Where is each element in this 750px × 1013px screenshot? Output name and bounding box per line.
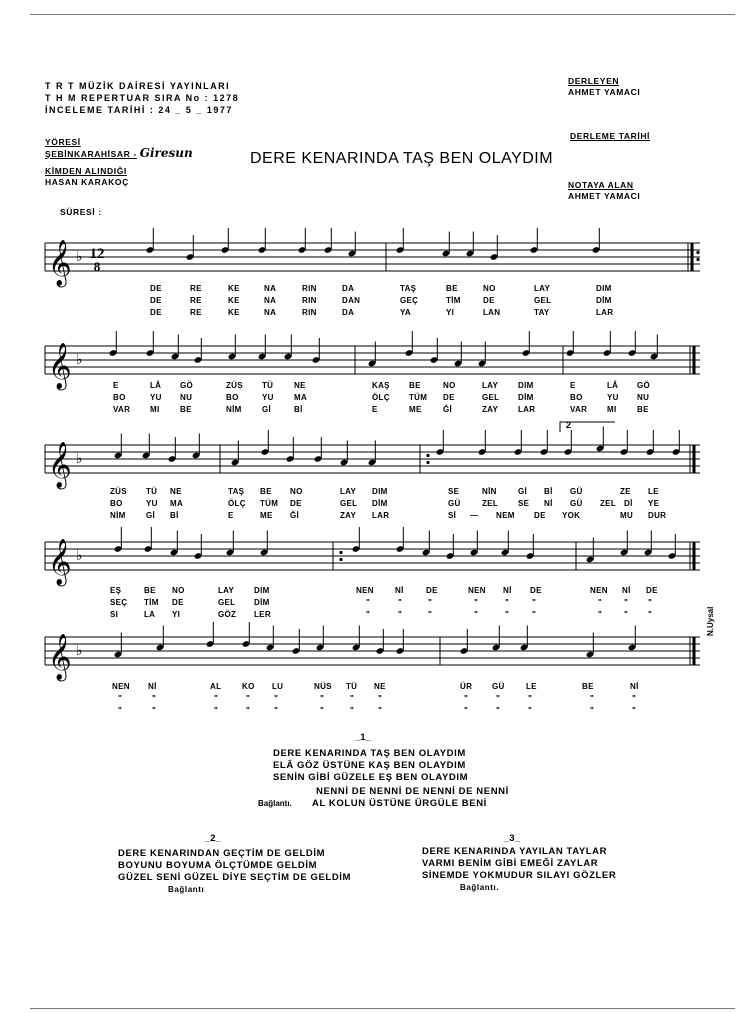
- lyric-syllable: ": [528, 694, 533, 703]
- lyric-syllable: TAY: [534, 308, 550, 317]
- verse-1: [273, 748, 468, 784]
- lyric-syllable: DİM: [596, 296, 612, 305]
- lyric-syllable: YU: [607, 393, 619, 402]
- treble-clef: 𝄞: [48, 343, 72, 389]
- lyric-syllable: RE: [190, 296, 202, 305]
- lyric-syllable: ": [398, 610, 403, 619]
- lyric-syllable: DE: [426, 586, 438, 595]
- notaya-alan-label: NOTAYA ALAN: [568, 180, 634, 190]
- publication-line: T R T MÜZİK DAİRESİ YAYINLARI: [45, 81, 231, 91]
- lyric-syllable: BE: [446, 284, 458, 293]
- lyric-syllable: DE: [150, 296, 162, 305]
- lyric-syllable: MA: [170, 499, 184, 508]
- lyric-syllable: SEÇ: [110, 598, 128, 607]
- lyric-syllable: ": [366, 598, 371, 607]
- lyric-syllable: NA: [264, 284, 277, 293]
- suresi-label: SÜRESİ :: [60, 207, 102, 217]
- lyric-syllable: GEL: [218, 598, 236, 607]
- lyric-syllable: ": [590, 706, 595, 715]
- lyric-syllable: ": [152, 694, 157, 703]
- lyric-syllable: LAR: [372, 511, 390, 520]
- lyric-syllable: ": [366, 610, 371, 619]
- lyric-syllable: GÜ: [570, 499, 583, 508]
- lyric-syllable: YI: [172, 610, 181, 619]
- lyric-syllable: GEL: [482, 393, 500, 402]
- lyric-syllable: DIM: [372, 487, 388, 496]
- lyric-syllable: E: [372, 405, 378, 414]
- lyric-syllable: ": [214, 694, 219, 703]
- lyric-syllable: TÜ: [346, 682, 358, 691]
- lyric-syllable: ": [598, 610, 603, 619]
- lyric-syllable: DA: [342, 308, 355, 317]
- derleme-tarihi-label: DERLEME TARİHİ: [570, 131, 651, 141]
- lyric-syllable: BO: [226, 393, 239, 402]
- refrain-label: Bağlantı.: [460, 883, 500, 892]
- lyric-syllable: YE: [648, 499, 660, 508]
- lyric-syllable: NA: [264, 308, 277, 317]
- lyric-syllable: SE: [518, 499, 530, 508]
- lyric-syllable: ": [528, 706, 533, 715]
- lyric-syllable: Ğİ: [290, 511, 300, 520]
- lyric-syllable: SE: [448, 487, 460, 496]
- lyric-syllable: NO: [483, 284, 496, 293]
- lyric-syllable: NÜS: [314, 682, 332, 691]
- lyric-syllable: YA: [400, 308, 411, 317]
- treble-clef: 𝄞: [48, 634, 72, 680]
- lyric-syllable: ME: [260, 511, 273, 520]
- lyric-syllable: SI: [110, 610, 119, 619]
- lyric-syllable: VAR: [113, 405, 131, 414]
- lyric-syllable: DE: [290, 499, 302, 508]
- lyric-syllable: ": [350, 706, 355, 715]
- verse-1-refrain-label: Bağlantı.: [258, 799, 292, 808]
- repertoire-number: T H M REPERTUAR SIRA No : 1278: [45, 93, 240, 103]
- lyric-syllable: NU: [180, 393, 193, 402]
- lyric-syllable: Gİ: [146, 511, 156, 520]
- lyric-syllable: LE: [648, 487, 659, 496]
- lyric-syllable: DE: [150, 284, 162, 293]
- lyric-syllable: RE: [190, 284, 202, 293]
- treble-clef: 𝄞: [48, 539, 72, 585]
- lyric-syllable: Gİ: [262, 405, 272, 414]
- lyric-syllable: KE: [228, 296, 240, 305]
- lyric-syllable: TÜ: [262, 381, 274, 390]
- lyric-syllable: Ğİ: [443, 405, 453, 414]
- time-signature-top: 12: [89, 246, 105, 262]
- repeat-dot: [426, 454, 429, 457]
- lyric-syllable: ZAY: [340, 511, 357, 520]
- lyric-syllable: TİM: [446, 296, 461, 305]
- lyric-syllable: ZEL: [482, 499, 499, 508]
- lyric-syllable: LAR: [518, 405, 536, 414]
- lyric-syllable: ": [598, 598, 603, 607]
- time-signature-bottom: 8: [93, 259, 101, 274]
- bottom-border: [30, 1008, 735, 1009]
- lyric-syllable: ZE: [620, 487, 631, 496]
- lyric-syllable: ": [428, 598, 433, 607]
- lyric-syllable: E: [113, 381, 119, 390]
- lyric-syllable: KE: [228, 284, 240, 293]
- lyric-syllable: GÜ: [492, 682, 505, 691]
- refrain-label: Bağlantı: [168, 885, 205, 894]
- lyric-syllable: ": [464, 694, 469, 703]
- lyric-syllable: ": [505, 598, 510, 607]
- lyric-syllable: ME: [409, 405, 422, 414]
- lyric-syllable: Bİ: [170, 511, 179, 520]
- lyric-syllable: ": [590, 694, 595, 703]
- arranger-signature: N.Uysal: [706, 606, 715, 636]
- lyric-syllable: NEN: [112, 682, 130, 691]
- lyric-syllable: MA: [294, 393, 308, 402]
- lyric-syllable: KE: [228, 308, 240, 317]
- lyric-syllable: NİN: [482, 487, 497, 496]
- verse-line: SİNEMDE YOKMUDUR SILAYI GÖZLER: [422, 870, 617, 881]
- lyric-syllable: ": [274, 694, 279, 703]
- lyric-syllable: MI: [150, 405, 160, 414]
- lyric-syllable: LAY: [218, 586, 235, 595]
- verse-3-number: _3_: [504, 833, 520, 844]
- lyric-syllable: DA: [342, 284, 355, 293]
- lyric-syllable: GÜ: [448, 499, 461, 508]
- lyric-syllable: DIM: [254, 586, 270, 595]
- lyric-syllable: LAY: [340, 487, 357, 496]
- lyric-syllable: GÖ: [180, 381, 194, 390]
- flat-sign: ♭: [76, 249, 83, 265]
- lyric-syllable: ": [350, 694, 355, 703]
- lyric-syllable: DE: [534, 511, 546, 520]
- lyric-syllable: DE: [150, 308, 162, 317]
- lyric-syllable: TÜM: [260, 499, 279, 508]
- lyric-syllable: LU: [272, 682, 284, 691]
- lyric-syllable: BO: [570, 393, 583, 402]
- lyric-syllable: TÜM: [409, 393, 428, 402]
- lyric-syllable: ": [648, 610, 653, 619]
- lyric-syllable: Nİ: [544, 499, 553, 508]
- lyric-syllable: ": [398, 598, 403, 607]
- lyric-syllable: NEN: [590, 586, 608, 595]
- lyric-syllable: GEÇ: [400, 296, 419, 305]
- verse-line: SENİN GİBİ GÜZELE EŞ BEN OLAYDIM: [273, 772, 469, 783]
- verse-1-number: _1_: [355, 732, 371, 743]
- flat-sign: ♭: [76, 451, 83, 467]
- lyric-syllable: NE: [294, 381, 306, 390]
- flat-sign: ♭: [76, 643, 83, 659]
- lyric-syllable: TİM: [144, 598, 159, 607]
- lyric-syllable: GÖZ: [218, 610, 237, 619]
- lyric-syllable: BO: [110, 499, 123, 508]
- lyric-syllable: ": [246, 706, 251, 715]
- lyric-syllable: ": [632, 706, 637, 715]
- flat-sign: ♭: [76, 352, 83, 368]
- lyric-syllable: ÖLÇ: [372, 393, 390, 402]
- lyric-syllable: ZAY: [482, 405, 499, 414]
- lyric-syllable: NEN: [356, 586, 374, 595]
- song-title: DERE KENARINDA TAŞ BEN OLAYDIM: [250, 150, 554, 167]
- verse-2-number: _2_: [205, 833, 221, 844]
- lyric-syllable: ZÜS: [226, 381, 243, 390]
- lyric-syllable: Sİ: [448, 511, 457, 520]
- repeat-dot: [696, 251, 699, 254]
- flat-sign: ♭: [76, 548, 83, 564]
- lyric-syllable: ": [648, 598, 653, 607]
- verse-line: DERE KENARINDA YAYILAN TAYLAR: [422, 846, 608, 857]
- lyric-syllable: DIM: [596, 284, 612, 293]
- lyric-syllable: LÂ: [150, 381, 162, 390]
- lyric-syllable: LAR: [596, 308, 614, 317]
- lyric-syllable: ": [496, 706, 501, 715]
- lyric-syllable: Nİ: [395, 586, 404, 595]
- lyric-syllable: YU: [150, 393, 162, 402]
- lyric-syllable: DE: [646, 586, 658, 595]
- lyric-syllable: YU: [262, 393, 274, 402]
- lyric-syllable: ZÜS: [110, 487, 127, 496]
- lyric-syllable: MU: [620, 511, 634, 520]
- lyric-syllable: DE: [530, 586, 542, 595]
- verse-line: ELÂ GÖZ ÜSTÜNE KAŞ BEN OLAYDIM: [273, 760, 466, 771]
- lyric-syllable: DİM: [254, 598, 270, 607]
- verse-line: GÜZEL SENİ GÜZEL DİYE SEÇTİM DE GELDİM: [118, 872, 352, 883]
- lyric-syllable: ": [214, 706, 219, 715]
- yoresi-label: YÖRESİ: [45, 137, 81, 147]
- refrain-line: NENNİ DE NENNİ DE NENNİ DE NENNİ: [316, 786, 509, 797]
- lyric-syllable: ": [274, 706, 279, 715]
- lyric-syllable: RIN: [302, 296, 317, 305]
- lyric-syllable: NİM: [110, 511, 126, 520]
- lyric-syllable: GÜ: [570, 487, 583, 496]
- lyric-syllable: ": [505, 610, 510, 619]
- lyric-syllable: ": [496, 694, 501, 703]
- verse-1-refrain: [312, 786, 509, 810]
- lyric-syllable: ": [428, 610, 433, 619]
- lyric-syllable: DE: [172, 598, 184, 607]
- repeat-dot: [696, 258, 699, 261]
- lyric-syllable: NE: [170, 487, 182, 496]
- lyric-syllable: ": [246, 694, 251, 703]
- lyric-syllable: RE: [190, 308, 202, 317]
- lyric-syllable: Dİ: [624, 499, 633, 508]
- lyric-syllable: TAŞ: [228, 487, 245, 496]
- lyric-syllable: BE: [409, 381, 421, 390]
- lyric-syllable: VAR: [570, 405, 588, 414]
- lyric-syllable: NE: [374, 682, 386, 691]
- lyric-syllable: DE: [483, 296, 495, 305]
- lyric-syllable: GEL: [340, 499, 358, 508]
- lyric-syllable: RIN: [302, 308, 317, 317]
- lyric-syllable: DİM: [372, 499, 388, 508]
- lyric-syllable: GEL: [534, 296, 552, 305]
- derleyen-label: DERLEYEN: [568, 76, 620, 86]
- lyric-syllable: YU: [146, 499, 158, 508]
- lyric-syllable: ": [532, 598, 537, 607]
- lyric-syllable: Gİ: [518, 487, 528, 496]
- repeat-dot: [426, 461, 429, 464]
- lyric-syllable: AL: [210, 682, 222, 691]
- lyric-syllable: LAY: [482, 381, 499, 390]
- lyric-syllable: NU: [637, 393, 650, 402]
- lyric-syllable: BE: [260, 487, 272, 496]
- verse-2: [118, 848, 351, 896]
- notaya-alan-value: AHMET YAMACI: [568, 191, 641, 201]
- kimden-value: HASAN KARAKOÇ: [45, 176, 129, 187]
- lyric-syllable: ": [474, 598, 479, 607]
- lyric-syllable: LÂ: [607, 381, 619, 390]
- lyric-syllable: Nİ: [622, 586, 631, 595]
- lyric-syllable: ÜR: [460, 682, 473, 691]
- lyric-syllable: ": [320, 694, 325, 703]
- kimden-label: KİMDEN ALINDIĞI: [45, 166, 127, 176]
- lyric-syllable: —: [470, 511, 479, 520]
- handwritten-city: Giresun: [139, 145, 193, 160]
- lyric-syllable: DE: [443, 393, 455, 402]
- treble-clef: 𝄞: [48, 240, 72, 286]
- lyric-syllable: E: [570, 381, 576, 390]
- lyric-syllable: NEN: [468, 586, 486, 595]
- lyric-syllable: DİM: [518, 393, 534, 402]
- treble-clef: 𝄞: [48, 442, 72, 488]
- lyric-syllable: DAN: [342, 296, 361, 305]
- repeat-dot: [339, 551, 342, 554]
- lyric-syllable: NA: [264, 296, 277, 305]
- lyric-syllable: ": [118, 694, 123, 703]
- lyric-syllable: BE: [637, 405, 649, 414]
- verse-line: DERE KENARINDA TAŞ BEN OLAYDIM: [273, 748, 466, 759]
- lyric-syllable: YI: [446, 308, 455, 317]
- lyric-syllable: TAŞ: [400, 284, 417, 293]
- refrain-line: AL KOLUN ÜSTÜNE ÜRGÜLE BENİ: [312, 798, 487, 809]
- lyric-syllable: ": [624, 598, 629, 607]
- lyric-syllable: NO: [290, 487, 303, 496]
- lyric-syllable: EŞ: [110, 586, 122, 595]
- lyric-syllable: ÖLÇ: [228, 499, 246, 508]
- verse-line: VARMI BENİM GİBİ EMEĞİ ZAYLAR: [422, 858, 599, 869]
- lyric-syllable: LAN: [483, 308, 501, 317]
- lyric-syllable: RIN: [302, 284, 317, 293]
- verse-3: [422, 846, 616, 894]
- lyric-syllable: BE: [582, 682, 594, 691]
- lyric-syllable: LE: [526, 682, 537, 691]
- repeat-dot: [339, 558, 342, 561]
- lyric-syllable: BE: [144, 586, 156, 595]
- lyric-syllable: LER: [254, 610, 271, 619]
- lyric-syllable: NO: [443, 381, 456, 390]
- lyric-syllable: ": [464, 706, 469, 715]
- lyric-syllable: ": [632, 694, 637, 703]
- verse-line: DERE KENARINDAN GEÇTİM DE GELDİM: [118, 848, 326, 859]
- lyric-syllable: E: [228, 511, 234, 520]
- lyric-syllable: NO: [172, 586, 185, 595]
- lyric-syllable: BO: [113, 393, 126, 402]
- lyric-syllable: ": [474, 610, 479, 619]
- ending-mark: 2: [566, 420, 572, 430]
- lyric-syllable: ": [378, 706, 383, 715]
- lyric-syllable: ZEL: [600, 499, 617, 508]
- review-date: İNCELEME TARİHİ : 24 _ 5 _ 1977: [45, 105, 233, 115]
- lyric-syllable: ": [118, 706, 123, 715]
- lyric-syllable: GÖ: [637, 381, 651, 390]
- lyric-syllable: ": [320, 706, 325, 715]
- yoresi-value: ŞEBİNKARAHİSAR -: [45, 148, 137, 159]
- lyric-syllable: TÜ: [146, 487, 158, 496]
- lyric-syllable: BE: [180, 405, 192, 414]
- lyric-syllable: Nİ: [503, 586, 512, 595]
- verse-line: BOYUNU BOYUMA ÖLÇTÜMDE GELDİM: [118, 860, 318, 871]
- lyric-syllable: DUR: [648, 511, 667, 520]
- lyric-syllable: ": [152, 706, 157, 715]
- lyric-syllable: NEM: [496, 511, 515, 520]
- derleyen-value: AHMET YAMACI: [568, 87, 641, 97]
- lyric-syllable: Nİ: [148, 682, 157, 691]
- lyric-syllable: KAŞ: [372, 381, 390, 390]
- lyric-syllable: ": [378, 694, 383, 703]
- lyric-syllable: NİM: [226, 405, 242, 414]
- lyric-syllable: YOK: [562, 511, 581, 520]
- lyric-syllable: KO: [242, 682, 255, 691]
- lyric-syllable: Bİ: [544, 487, 553, 496]
- lyric-syllable: MI: [607, 405, 617, 414]
- lyric-syllable: DIM: [518, 381, 534, 390]
- lyric-syllable: Bİ: [294, 405, 303, 414]
- lyric-syllable: ": [624, 610, 629, 619]
- lyric-syllable: ": [532, 610, 537, 619]
- lyric-syllable: LA: [144, 610, 156, 619]
- lyric-syllable: Nİ: [630, 682, 639, 691]
- lyric-syllable: LAY: [534, 284, 551, 293]
